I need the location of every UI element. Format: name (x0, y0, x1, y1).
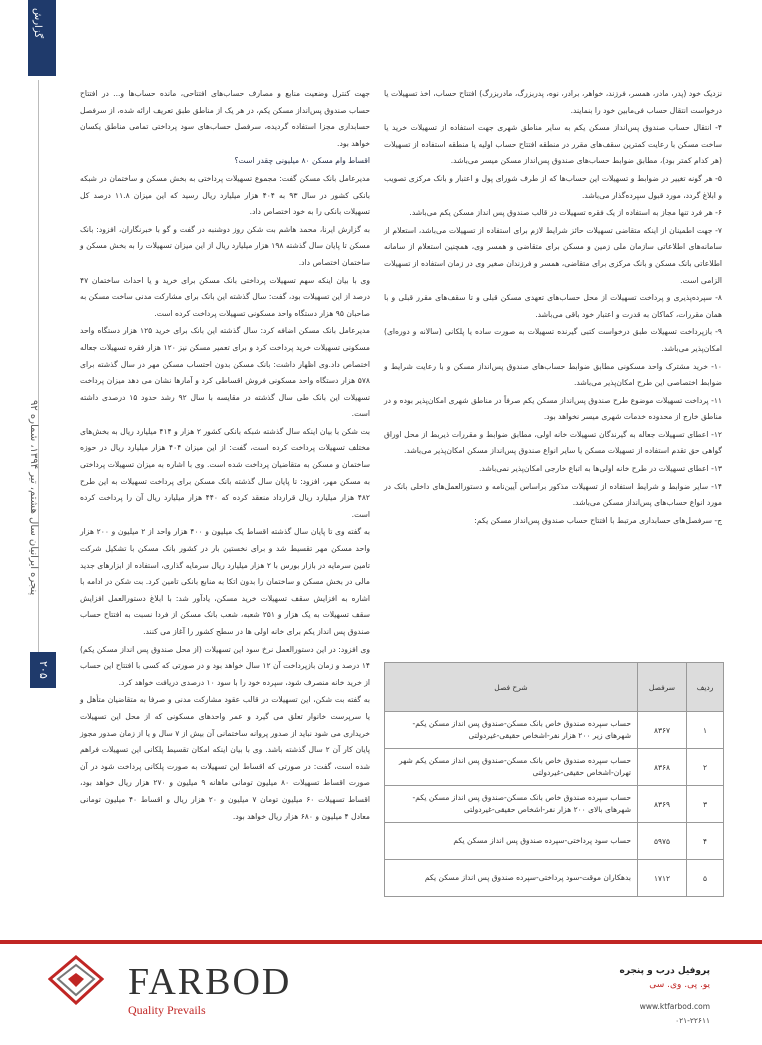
table-row (385, 786, 724, 823)
paragraph: ۹- بازپرداخت تسهیلات طبق درخواست کتبی گیرنده تسهیلات به صورت ساده یا پلکانی (سالانه و دوره‌ای) امکان‌پذیر می‌باشد. (384, 327, 722, 353)
brand-name: FARBOD (128, 961, 292, 1003)
right-column (384, 86, 722, 530)
ad-info (600, 964, 710, 1028)
col-header-desc: شرح فصل (385, 663, 638, 712)
col-header-row-no: ردیف (687, 663, 724, 712)
cell-row-no: ۲ (687, 749, 724, 786)
paragraph: ۱۰- خرید مشترک واحد مسکونی مطابق ضوابط حساب‌های صندوق پس‌انداز مسکن و با رعایت شرایط و ضوابط اختصاصی این طرح امکان‌پذیر می‌باشد. (384, 361, 722, 388)
paragraph: بت شکن با بیان اینکه سال گذشته شبکه بانکی کشور ۲ هزار و ۴۱۴ میلیارد ریال به بخش‌های مختلف تسهیلات پرداخت کرده است، گفت: از این میزان ۴۰۴ هزار میلیارد ریال در حوزه ساختمان و مسکن به متقاضیان پرداخت شده است. وی با اشاره به میزان تسهیلات پرداختی به مسکن مهر، افزود: تا پایان سال گذشته بانک مسکن برای پرداخت تسهیلات به این طرح ۴۸۲ هزار میلیارد ریال قرارداد منعقد کرده که ۴۴۰ هزار میلیارد ریال آن را پرداخت کرده است. (80, 426, 371, 519)
cell-code: ۸۳۶۹ (638, 786, 687, 823)
paragraph: ج- سرفصل‌های حسابداری مرتبط با افتتاح حساب صندوق پس‌انداز مسکن یکم: (474, 515, 722, 525)
cell-desc: حساب سپرده صندوق خاص بانک مسکن-صندوق پس انداز مسکن یکم شهر تهران-اشخاص حقیقی-غیردولتی (385, 749, 638, 786)
paragraph: ۴- انتقال حساب صندوق پس‌انداز مسکن یکم به سایر مناطق شهری جهت استفاده از تسهیلات خرید یا ساخت مسکن با رعایت کمترین سقف‌های مقرر در منطقه افتتاح حساب اولیه یا منطقه استفاده از تسهیلات (هر کدام کمتر بود)، مطابق ضوابط حساب‌های صندوق پس‌انداز مسکن میسر می‌باشد. (384, 123, 722, 166)
issue-caption: پنجره ایرانیان سال هشتم، تیر ۱۳۹۴، شماره ۹۲ (28, 400, 39, 596)
accounting-table (384, 662, 724, 897)
brand-tagline: Quality Prevails (128, 1003, 206, 1017)
subheading: اقساط وام مسکن ۸۰ میلیونی چقدر است؟ (234, 156, 370, 166)
cell-desc: حساب سود پرداختی-سپرده صندوق پس انداز مسکن یکم (385, 823, 638, 860)
col-header-code: سرفصل (638, 663, 687, 712)
paragraph: ۱۲- اعطای تسهیلات جعاله به گیرندگان تسهیلات خانه اولی، مطابق ضوابط و مقررات ذیربط از محل اوراق گواهی حق تقدم استفاده از تسهیلات مسکن یا سایر انواع صندوق پس‌انداز مسکن امکان‌پذیر می‌باشد. (384, 429, 722, 456)
section-tab (28, 0, 56, 76)
section-tab-label: گزارش (32, 8, 43, 39)
paragraph: مدیرعامل بانک مسکن اضافه کرد: سال گذشته این بانک برای خرید ۱۲۵ هزار دستگاه واحد مسکونی تسهیلات خرید پرداخت کرد و برای تعمیر مسکن نیز ۱۲۰ هزار فقره تسهیلات جعاله اختصاص داد.وی اظهار داشت: بانک مسکن بدون احتساب مسکن مهر در سال گذشته برای ۵۷۸ هزار دستگاه واحد مسکونی فروش اقساطی کرد و آمارها نشان می دهد میزان پرداخت تسهیلات این بانک طی سال گذشته در مقایسه با سال ۹۲ رشد حدود ۱۵ درصدی داشته است. (80, 326, 370, 419)
paragraph: ۷- جهت اطمینان از اینکه متقاضی تسهیلات حائز شرایط لازم برای استفاده از تسهیلات می‌باشد، استعلام از سامانه‌های اطلاعاتی سازمان ملی زمین و مسکن برای متقاضی و همسر وی، همچنین استعلام از سامانه اطلاعاتی بانک مسکن و بانک مرکزی برای متقاضی، همسر و فرزندان صغیر وی در زمان استفاده از تسهیلات الزامی است. (384, 225, 722, 285)
cell-code: ۸۳۶۷ (638, 712, 687, 749)
paragraph: به گزارش ایرنا، محمد هاشم بت شکن روز دوشنبه در گفت و گو با خبرنگاران، افزود: بانک مسکن تا پایان سال گذشته ۱۹۸ هزار میلیارد ریال از این میزان تسهیلات را به بخش مسکن و ساختمان اختصاص داد. (80, 224, 371, 267)
paragraph: وی با بیان اینکه سهم تسهیلات پرداختی بانک مسکن برای خرید و یا احداث ساختمان ۴۷ درصد از این تسهیلات بود، گفت: سال گذشته این بانک برای مشارکت مدنی ساخت مسکن به صاحبان ۹۵ هزار دستگاه واحد مسکونی تسهیلات پرداخت کرده است. (80, 275, 370, 318)
farbod-logo-icon (48, 955, 104, 1005)
cell-code: ۵۹۷۵ (638, 823, 687, 860)
paragraph: ۶- هر فرد تنها مجاز به استفاده از یک فقره تسهیلات در قالب صندوق پس انداز مسکن یکم می‌باشد. (409, 208, 722, 218)
ad-phone: ۰۲۱-۲۲۶۱۱ (675, 1016, 710, 1025)
paragraph: ۵- هر گونه تغییر در ضوابط و تسهیلات این حساب‌ها که از طرف شورای پول و اعتبار و بانک مرکزی تصویب و ابلاغ گردد، مورد قبول سپرده‌گذار می‌باشد. (384, 173, 722, 200)
paragraph: ۸- سپرده‌پذیری و پرداخت تسهیلات از محل حساب‌های تعهدی مسکن قبلی و تا سقف‌های مقرر قبلی و با همان مقررات، کماکان به قدرت و اعتبار خود باقی می‌باشد. (384, 293, 722, 319)
cell-code: ۱۷۱۲ (638, 860, 687, 897)
paragraph: جهت کنترل وضعیت منابع و مصارف حساب‌های افتتاحی، مانده حساب‌ها و... در افتتاح حساب صندوق پس‌انداز مسکن یکم، در هر یک از مناطق طبق تعریف ارائه شده، از سرفصل حسابداری مجزا استفاده گردیده، سرفصل حساب‌های سود پرداختی تمامی مناطق یکسان خواهد بود. (80, 89, 370, 148)
cell-code: ۸۳۶۸ (638, 749, 687, 786)
left-column (80, 86, 370, 826)
cell-row-no: ۵ (687, 860, 724, 897)
table-row (385, 712, 724, 749)
cell-desc: حساب سپرده صندوق خاص بانک مسکن-صندوق پس انداز مسکن یکم-شهرهای بالای ۲۰۰ هزار نفر-اشخاص حقیقی-غیردولتی (385, 786, 638, 823)
paragraph: به گفته بت شکن، این تسهیلات در قالب عقود مشارکت مدنی و صرفا به متقاضیان متأهل و یا سرپرست خانوار تعلق می گیرد و عمر واحدهای مسکونی که از محل این تسهیلات خریداری می شود نباید از صدور پروانه ساختمانی آن بیش از ۷ سال و یا از زمان صدور مجوز پایان کار آن ۲ سال گذشته باشد. وی با بیان اینکه امکان تقسیط پلکانی این تسهیلات فراهم شده است، گفت: در صورتی که اقساط این تسهیلات به صورت پلکانی پرداخت شود در آن صورت اقساط تسهیلات ۸۰ میلیون تومانی ماهانه ۹ میلیون و ۲۷۰ هزار ریال خواهد بود، اقساط تسهیلات ۶۰ میلیون تومان ۷ میلیون و ۲۰ هزار ریال و اقساط ۴۰ میلیون تومانی معادل ۴ میلیون و ۶۸۰ هزار ریال خواهد بود. (80, 695, 371, 821)
paragraph: ۱۱- پرداخت تسهیلات موضوع طرح صندوق پس‌انداز مسکن یکم صرفاً در مناطق شهری امکان‌پذیر بوده و در مناطق خارج از محدوده خدمات شهری میسر نخواهد بود. (384, 395, 722, 422)
cell-row-no: ۱ (687, 712, 724, 749)
paragraph: نزدیک خود (پدر، مادر، همسر، فرزند، خواهر، برادر، نوه، پدربزرگ، مادربزرگ) افتتاح حساب، اخذ تسهیلات یا درخواست انتقال حساب فی‌مابین خود را بنمایند. (384, 89, 722, 115)
table-row (385, 860, 724, 897)
paragraph: ۱۴- سایر ضوابط و شرایط استفاده از تسهیلات مذکور براساس آیین‌نامه و دستورالعمل‌های داخلی بانک در مورد انواع حساب‌های پس‌انداز مسکن می‌باشد. (384, 481, 722, 508)
ad-website: www.ktfarbod.com (639, 1002, 710, 1011)
paragraph: وی افزود: در این دستورالعمل نرخ سود این تسهیلات (از محل صندوق پس انداز مسکن یکم) ۱۴ درصد و زمان بازپرداخت آن ۱۲ سال خواهد بود و در صورتی که کسی با افتتاح این حساب از خرید خانه منصرف شود، سپرده خود را با سود ۱۰ درصدی دریافت خواهد کرد. (80, 644, 370, 687)
paragraph: ۱۳- اعطای تسهیلات در طرح خانه اولی‌ها به اتباع خارجی امکان‌پذیر نمی‌باشد. (479, 464, 722, 474)
ad-line-2: یو. پی. وی. سی (649, 980, 710, 990)
table-header-row (385, 663, 724, 712)
page-number: ۲۰۵ (30, 652, 56, 688)
paragraph: مدیرعامل بانک مسکن گفت: مجموع تسهیلات پرداختی به بخش مسکن و ساختمان در شبکه بانکی کشور در سال ۹۳ به ۴۰۴ هزار میلیارد ریال رسید که این میزان ۱۱.۸ درصد کل تسهیلات بانکی را به خود اختصاص داد. (80, 173, 370, 217)
ad-line-1: پروفیل درب و پنجره (619, 966, 710, 976)
table-row (385, 823, 724, 860)
cell-desc: بدهکاران موقت-سود پرداختی-سپرده صندوق پس انداز مسکن یکم (385, 860, 638, 897)
paragraph: به گفته وی تا پایان سال گذشته اقساط یک میلیون و ۴۰۰ هزار واحد از ۲ میلیون و ۲۰۰ هزار واحد مسکن مهر تقسیط شد و برای نخستین بار در کشور بانک مسکن با تشکیل شرکت تامین سرمایه در بازار بورس با ۲ هزار میلیارد ریال سرمایه گذاری، استفاده از ابزارهای جدید مالی در بخش مسکن و ساختمان را بدون اتکا به منابع بانکی تامین کرد. بت شکن در ادامه با اشاره به افزایش سقف تسهیلات خرید مسکن، یادآور شد: با ابلاغ دستورالعمل افزایش سقف تسهیلات به یک هزار و ۲۵۱ شعبه، شعب بانک مسکن از فردا نسبت به افتتاح حساب صندوق پس انداز یکم برای خانه اولی ها در سطح کشور را آغاز می کنند. (80, 527, 371, 636)
cell-desc: حساب سپرده صندوق خاص بانک مسکن-صندوق پس انداز مسکن یکم-شهرهای زیر ۲۰۰ هزار نفر-اشخاص حقیقی-غیردولتی (385, 712, 638, 749)
cell-row-no: ۳ (687, 786, 724, 823)
ad-divider (0, 940, 762, 944)
table-row (385, 749, 724, 786)
cell-row-no: ۴ (687, 823, 724, 860)
